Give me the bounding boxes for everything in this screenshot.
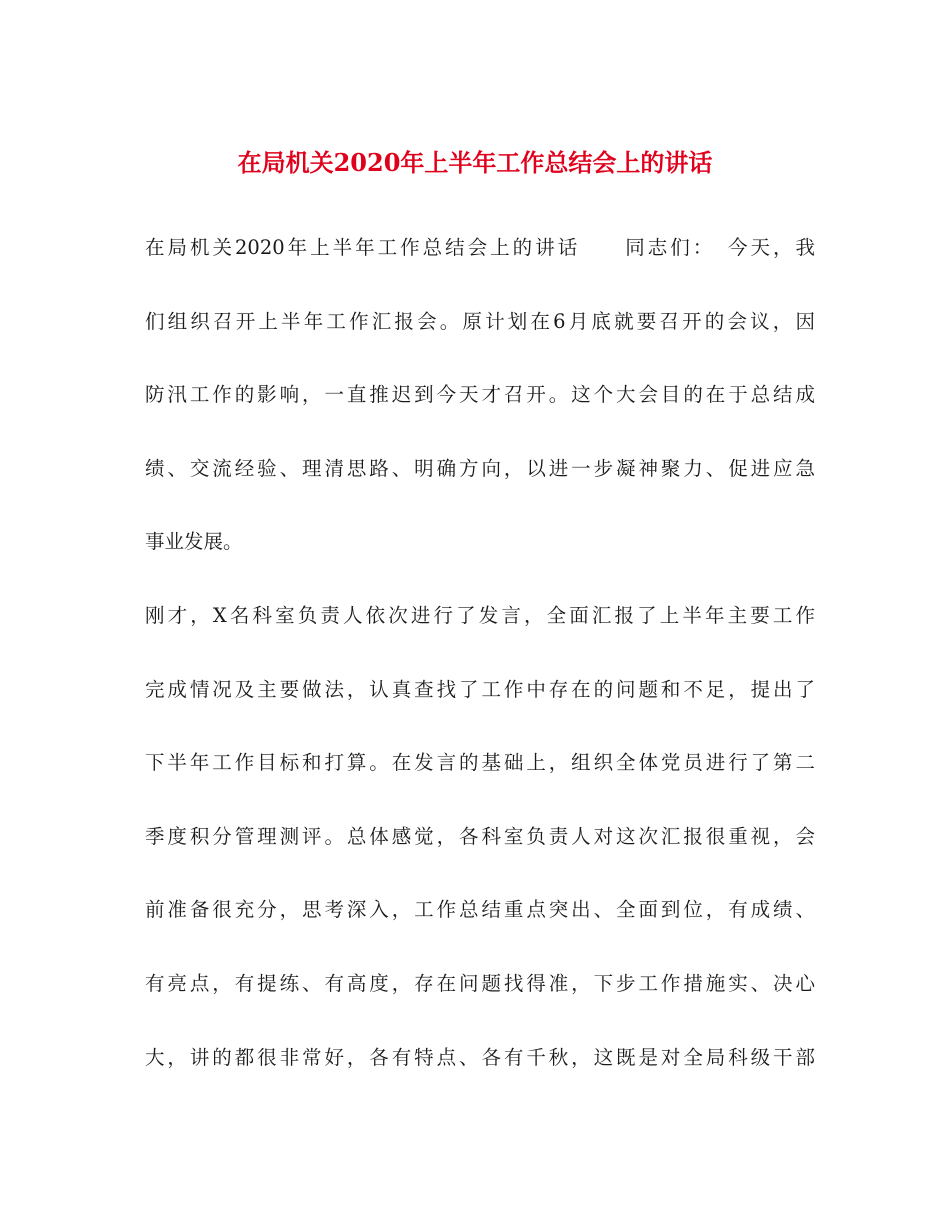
- text-line: 季度积分管理测评。总体感觉，各科室负责人对这次汇报很重视，会: [145, 824, 815, 848]
- document-title: 在局机关2020年上半年工作总结会上的讲话: [237, 148, 713, 177]
- text-line: 大，讲的都很非常好，各有特点、各有千秋，这既是对全局科级干部: [145, 1045, 815, 1069]
- document-body: [145, 228, 815, 1111]
- text-line: 刚才，X名科室负责人依次进行了发言，全面汇报了上半年主要工作: [145, 603, 815, 627]
- text-line: 防汛工作的影响，一直推迟到今天才召开。这个大会目的在于总结成: [145, 383, 815, 407]
- text-line: 事业发展。: [145, 530, 243, 554]
- text-line: 有亮点，有提练、有高度，存在问题找得准，下步工作措施实、决心: [145, 971, 815, 995]
- text-line: 下半年工作目标和打算。在发言的基础上，组织全体党员进行了第二: [145, 751, 815, 775]
- text-line: 在局机关2020年上半年工作总结会上的讲话 同志们： 今天，我: [145, 236, 815, 259]
- text-line: 们组织召开上半年工作汇报会。原计划在6月底就要召开的会议，因: [145, 309, 815, 333]
- text-line: 绩、交流经验、理清思路、明确方向，以进一步凝神聚力、促进应急: [145, 456, 815, 480]
- text-line: 前准备很充分，思考深入，工作总结重点突出、全面到位，有成绩、: [145, 898, 815, 922]
- text-line: 完成情况及主要做法，认真查找了工作中存在的问题和不足，提出了: [145, 677, 815, 701]
